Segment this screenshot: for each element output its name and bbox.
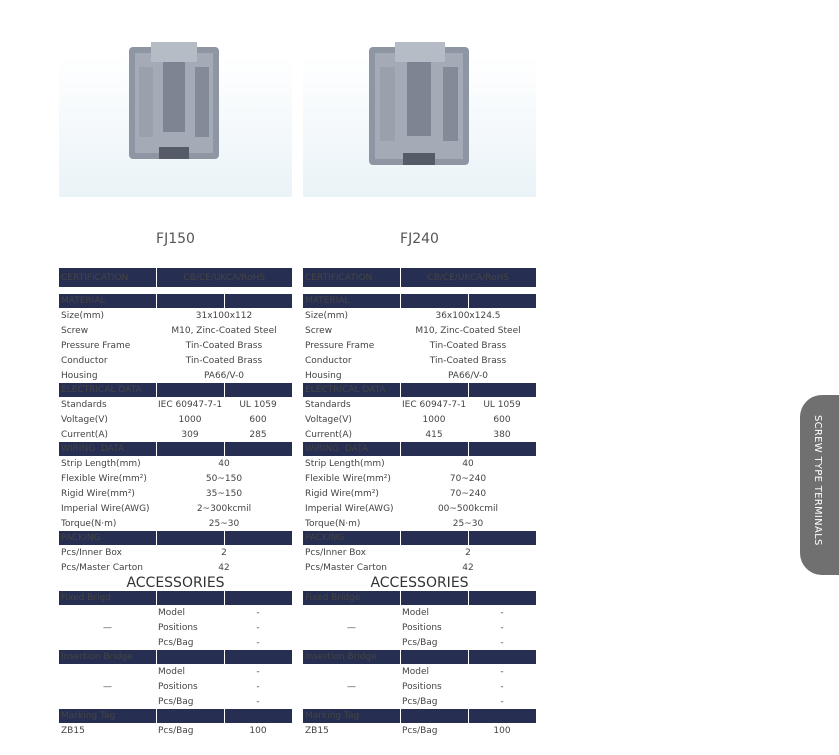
spec-value: - xyxy=(500,607,504,618)
spec-row xyxy=(59,471,292,486)
accessory-item: — xyxy=(103,681,112,692)
spec-row xyxy=(59,501,292,516)
spec-row xyxy=(59,456,292,471)
section-header xyxy=(303,591,536,605)
spec-value: 25~30 xyxy=(208,518,240,529)
model-title: FJ240 xyxy=(400,231,439,247)
spec-value: 380 xyxy=(493,429,511,440)
spec-sheet-fj240 xyxy=(303,268,536,738)
spec-value: 2~300kcmil xyxy=(196,503,252,514)
spec-label: Imperial Wire(AWG) xyxy=(61,503,150,514)
accessory-item: ZB15 xyxy=(305,725,329,736)
spec-value: 50~150 xyxy=(205,473,243,484)
accessories-table xyxy=(59,591,292,738)
spec-value: - xyxy=(256,607,260,618)
spec-label: Positions xyxy=(402,622,442,633)
category-side-tab-label: SCREW TYPE TERMINALS xyxy=(812,415,823,546)
spec-row xyxy=(303,397,536,412)
spec-value: 1000 xyxy=(422,414,446,425)
spec-label: Housing xyxy=(305,370,342,381)
spec-row xyxy=(303,412,536,427)
spec-label: Torque(N·m) xyxy=(61,518,117,529)
spec-value: 285 xyxy=(249,429,267,440)
section-header xyxy=(303,294,536,308)
spec-table xyxy=(303,268,536,575)
model-title: FJ150 xyxy=(156,231,195,247)
section-title: Insertion Bridge xyxy=(303,650,400,664)
spec-value: UL 1059 xyxy=(239,399,277,410)
spec-value: M10, Zinc-Coated Steel xyxy=(415,325,521,336)
spec-value: 40 xyxy=(462,458,474,469)
section-title: Insertion Bridge xyxy=(59,650,156,664)
spec-label: Pcs/Master Carton xyxy=(61,562,143,573)
product-image-fj150 xyxy=(59,7,292,197)
section-title: PACKING xyxy=(59,531,156,545)
spec-value: 35~150 xyxy=(205,488,243,499)
spec-value: - xyxy=(500,696,504,707)
terminal-block-icon xyxy=(59,7,292,197)
section-title: MATERIAL xyxy=(59,294,156,308)
spec-label: Current(A) xyxy=(61,429,108,440)
spec-label: Rigid Wire(mm²) xyxy=(305,488,379,499)
spec-row xyxy=(303,323,536,338)
spec-row xyxy=(303,353,536,368)
spec-value: PA66/V-0 xyxy=(447,370,489,381)
accessory-row xyxy=(59,723,292,738)
accessories-title: ACCESSORIES xyxy=(370,575,469,591)
spec-value: Tin-Coated Brass xyxy=(429,355,507,366)
spec-label: Model xyxy=(402,607,430,618)
spec-row xyxy=(59,323,292,338)
spec-value: - xyxy=(500,666,504,677)
section-title: MATERIAL xyxy=(303,294,400,308)
spec-value: 42 xyxy=(218,562,230,573)
section-title: Marking Tag xyxy=(303,709,400,723)
spec-label: Pressure Frame xyxy=(61,340,131,351)
spec-value: 309 xyxy=(181,429,199,440)
spec-value: 600 xyxy=(249,414,267,425)
spec-label: Pcs/Bag xyxy=(158,637,194,648)
certification-value: CB/CE/UKCA/RoHS xyxy=(400,268,536,287)
spec-value: 70~240 xyxy=(449,473,487,484)
spec-row xyxy=(59,560,292,575)
accessories-title: ACCESSORIES xyxy=(126,575,225,591)
spec-label: Positions xyxy=(402,681,442,692)
spec-value: - xyxy=(500,681,504,692)
spec-value: - xyxy=(256,696,260,707)
spec-value: - xyxy=(256,637,260,648)
spec-row xyxy=(303,501,536,516)
spec-label: Positions xyxy=(158,681,198,692)
section-header xyxy=(303,383,536,397)
section-title: WIRING DATA xyxy=(59,442,156,456)
spec-row xyxy=(59,353,292,368)
spec-value: 1000 xyxy=(178,414,202,425)
spec-row xyxy=(303,471,536,486)
certification-label: CERTIFICATION xyxy=(59,268,156,287)
spec-row xyxy=(59,308,292,323)
spec-value: - xyxy=(256,681,260,692)
section-title: PACKING xyxy=(303,531,400,545)
spec-label: Size(mm) xyxy=(305,310,349,321)
section-title: Fixed Bridge xyxy=(303,591,400,605)
spec-label: Pressure Frame xyxy=(305,340,375,351)
spec-label: Pcs/Bag xyxy=(158,696,194,707)
spec-label: Pcs/Master Carton xyxy=(305,562,387,573)
spec-row xyxy=(303,456,536,471)
spec-row xyxy=(59,338,292,353)
spec-row xyxy=(59,486,292,501)
product-image-fj240 xyxy=(303,7,536,197)
spec-row xyxy=(303,516,536,531)
spec-value: 31x100x112 xyxy=(195,310,253,321)
accessory-row xyxy=(59,605,292,620)
spec-row xyxy=(303,427,536,442)
spec-row xyxy=(303,308,536,323)
spec-label: Housing xyxy=(61,370,98,381)
spec-value: 100 xyxy=(249,725,267,736)
spec-label: Pcs/Bag xyxy=(402,696,438,707)
spec-label: Imperial Wire(AWG) xyxy=(305,503,394,514)
spec-label: Standards xyxy=(305,399,351,410)
spec-row xyxy=(59,397,292,412)
section-header xyxy=(59,531,292,545)
accessory-row xyxy=(303,664,536,679)
spec-value: - xyxy=(500,637,504,648)
certification-value: CB/CE/UKCA/RoHS xyxy=(156,268,292,287)
spec-value: Tin-Coated Brass xyxy=(185,355,263,366)
section-title: Marking Tag xyxy=(59,709,156,723)
spec-row xyxy=(59,427,292,442)
spec-label: Positions xyxy=(158,622,198,633)
spec-value: - xyxy=(256,622,260,633)
category-side-tab[interactable] xyxy=(800,395,839,575)
section-header xyxy=(59,294,292,308)
spec-label: Conductor xyxy=(61,355,108,366)
section-header xyxy=(59,650,292,664)
section-header xyxy=(59,383,292,397)
spec-label: Voltage(V) xyxy=(61,414,108,425)
spec-label: Pcs/Bag xyxy=(158,725,194,736)
spec-label: Pcs/Inner Box xyxy=(61,547,122,558)
section-header xyxy=(59,442,292,456)
spec-value: 00~500kcmil xyxy=(437,503,499,514)
section-header xyxy=(303,531,536,545)
spec-label: Strip Length(mm) xyxy=(305,458,385,469)
certification-row xyxy=(59,268,292,287)
spec-value: 36x100x124.5 xyxy=(435,310,501,321)
spec-row xyxy=(59,412,292,427)
spec-row xyxy=(59,545,292,560)
section-title: ELECTRICAL DATA xyxy=(303,383,400,397)
section-header xyxy=(59,709,292,723)
accessory-row xyxy=(59,664,292,679)
spec-label: Conductor xyxy=(305,355,352,366)
spec-label: Voltage(V) xyxy=(305,414,352,425)
terminal-block-icon xyxy=(303,7,536,197)
spec-label: Model xyxy=(402,666,430,677)
spec-label: Flexible Wire(mm²) xyxy=(305,473,391,484)
spec-row xyxy=(59,368,292,383)
section-title: WIRING DATA xyxy=(303,442,400,456)
spec-row xyxy=(303,560,536,575)
spec-label: Model xyxy=(158,607,186,618)
section-header xyxy=(303,709,536,723)
spec-row xyxy=(303,486,536,501)
spec-table xyxy=(59,268,292,575)
spec-label: Standards xyxy=(61,399,107,410)
spec-label: Strip Length(mm) xyxy=(61,458,141,469)
spec-value: 2 xyxy=(221,547,227,558)
accessory-item: — xyxy=(347,622,356,633)
spec-value: 70~240 xyxy=(449,488,487,499)
spec-value: M10, Zinc-Coated Steel xyxy=(171,325,277,336)
spec-value: 40 xyxy=(218,458,230,469)
spec-row xyxy=(303,545,536,560)
spec-label: Flexible Wire(mm²) xyxy=(61,473,147,484)
spec-value: - xyxy=(500,622,504,633)
spec-value: IEC 60947-7-1 xyxy=(402,399,467,410)
spec-value: 2 xyxy=(465,547,471,558)
section-header xyxy=(303,650,536,664)
spec-value: - xyxy=(256,666,260,677)
section-header xyxy=(59,591,292,605)
accessory-item: — xyxy=(347,681,356,692)
spec-value: PA66/V-0 xyxy=(203,370,245,381)
accessory-item: — xyxy=(103,622,112,633)
spec-label: Screw xyxy=(305,325,333,336)
accessory-row xyxy=(303,605,536,620)
spec-value: 415 xyxy=(425,429,443,440)
spec-value: 100 xyxy=(493,725,511,736)
spec-label: Size(mm) xyxy=(61,310,105,321)
section-title: Fixed Brigd xyxy=(59,591,156,605)
spec-value: UL 1059 xyxy=(483,399,521,410)
spec-label: Pcs/Bag xyxy=(402,637,438,648)
certification-row xyxy=(303,268,536,287)
certification-label: CERTIFICATION xyxy=(303,268,400,287)
spec-row xyxy=(303,338,536,353)
accessory-item: ZB15 xyxy=(61,725,85,736)
accessories-table xyxy=(303,591,536,738)
spec-label: Pcs/Bag xyxy=(402,725,438,736)
spec-label: Pcs/Inner Box xyxy=(305,547,366,558)
spec-sheet-fj150 xyxy=(59,268,292,738)
spec-value: IEC 60947-7-1 xyxy=(158,399,223,410)
accessory-row xyxy=(303,723,536,738)
spec-value: Tin-Coated Brass xyxy=(185,340,263,351)
spec-value: Tin-Coated Brass xyxy=(429,340,507,351)
spec-label: Torque(N·m) xyxy=(305,518,361,529)
spec-row xyxy=(303,368,536,383)
spec-label: Screw xyxy=(61,325,89,336)
spec-row xyxy=(59,516,292,531)
section-header xyxy=(303,442,536,456)
spec-label: Model xyxy=(158,666,186,677)
spec-value: 42 xyxy=(462,562,474,573)
spec-value: 600 xyxy=(493,414,511,425)
spec-label: Rigid Wire(mm²) xyxy=(61,488,135,499)
spec-value: 25~30 xyxy=(452,518,484,529)
section-title: ELECTRICAL DATA xyxy=(59,383,156,397)
spec-label: Current(A) xyxy=(305,429,352,440)
